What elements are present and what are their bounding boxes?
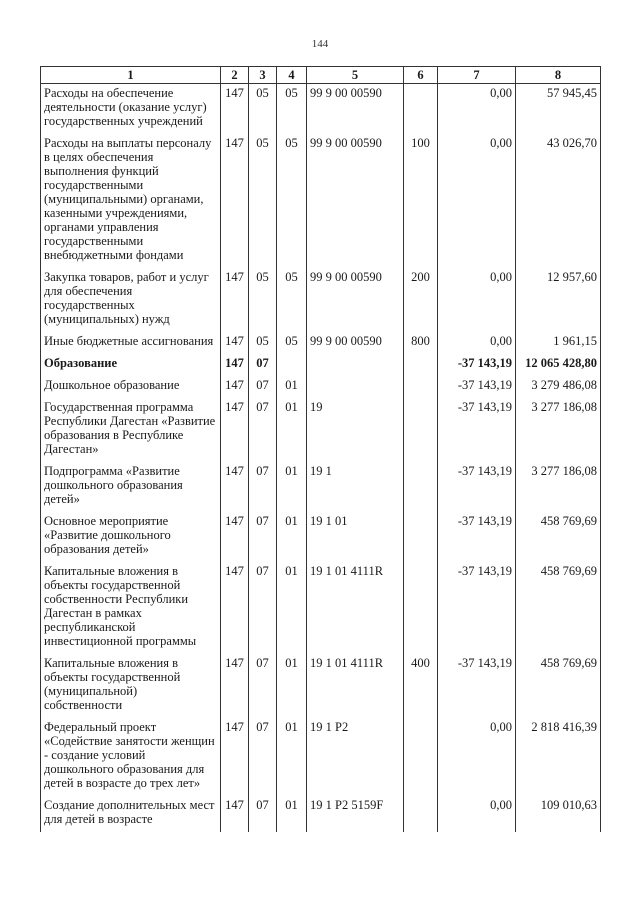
row-total-amount: 458 769,69 (516, 654, 601, 718)
row-code-admin: 147 (221, 796, 249, 832)
row-code-section: 07 (249, 718, 277, 796)
row-total-amount: 109 010,63 (516, 796, 601, 832)
row-name: Образование (41, 354, 221, 376)
row-code-target (307, 354, 404, 376)
row-code-admin: 147 (221, 332, 249, 354)
row-code-target: 99 9 00 00590 (307, 268, 404, 332)
row-total-amount: 3 277 186,08 (516, 462, 601, 512)
row-change-amount: -37 143,19 (438, 398, 516, 462)
header-row (41, 67, 601, 84)
row-name: Расходы на выплаты персоналу в целях обеспечения выполнения функций государственными (муниципальными) органами, казенными учреждениями, органами управления государственными внебюджетными фондами (41, 134, 221, 268)
row-name: Расходы на обеспечение деятельности (оказание услуг) государственных учреждений (41, 84, 221, 135)
row-change-amount: 0,00 (438, 796, 516, 832)
header-col-3: 3 (249, 67, 277, 84)
table-row (41, 562, 601, 654)
row-code-section: 05 (249, 268, 277, 332)
table-row (41, 796, 601, 832)
row-code-section: 07 (249, 562, 277, 654)
row-code-subsection (277, 354, 307, 376)
row-name: Подпрограмма «Развитие дошкольного образования детей» (41, 462, 221, 512)
header-col-4: 4 (277, 67, 307, 84)
row-code-admin: 147 (221, 268, 249, 332)
row-name: Закупка товаров, работ и услуг для обеспечения государственных (муниципальных) нужд (41, 268, 221, 332)
row-code-section: 05 (249, 134, 277, 268)
row-code-target: 19 1 P2 (307, 718, 404, 796)
row-code-expense-type (404, 84, 438, 135)
row-code-subsection: 01 (277, 718, 307, 796)
row-code-subsection: 01 (277, 654, 307, 718)
header-col-1: 1 (41, 67, 221, 84)
row-code-expense-type (404, 562, 438, 654)
budget-table (40, 66, 601, 832)
row-total-amount: 458 769,69 (516, 562, 601, 654)
row-name: Создание дополнительных мест для детей в возрасте (41, 796, 221, 832)
row-code-subsection: 01 (277, 562, 307, 654)
row-change-amount: -37 143,19 (438, 512, 516, 562)
row-change-amount: 0,00 (438, 332, 516, 354)
table-row (41, 718, 601, 796)
row-total-amount: 12 957,60 (516, 268, 601, 332)
row-change-amount: -37 143,19 (438, 562, 516, 654)
row-code-expense-type: 800 (404, 332, 438, 354)
row-code-admin: 147 (221, 84, 249, 135)
row-change-amount: 0,00 (438, 134, 516, 268)
header-col-2: 2 (221, 67, 249, 84)
row-code-section: 07 (249, 354, 277, 376)
row-code-target: 19 1 (307, 462, 404, 512)
row-code-subsection: 01 (277, 512, 307, 562)
table-row (41, 134, 601, 268)
row-code-section: 05 (249, 84, 277, 135)
row-code-admin: 147 (221, 512, 249, 562)
row-code-target: 19 1 01 4111R (307, 654, 404, 718)
row-total-amount: 2 818 416,39 (516, 718, 601, 796)
row-code-expense-type (404, 354, 438, 376)
row-code-admin: 147 (221, 376, 249, 398)
row-code-target: 99 9 00 00590 (307, 332, 404, 354)
row-code-subsection: 05 (277, 268, 307, 332)
row-total-amount: 1 961,15 (516, 332, 601, 354)
table-row (41, 354, 601, 376)
table-row (41, 512, 601, 562)
row-code-section: 07 (249, 462, 277, 512)
header-col-5: 5 (307, 67, 404, 84)
row-total-amount: 3 279 486,08 (516, 376, 601, 398)
row-code-target: 19 1 01 4111R (307, 562, 404, 654)
row-code-admin: 147 (221, 462, 249, 512)
row-code-expense-type (404, 512, 438, 562)
header-col-7: 7 (438, 67, 516, 84)
row-name: Капитальные вложения в объекты государственной собственности Республики Дагестан в рамках республиканской инвестиционной программы (41, 562, 221, 654)
row-change-amount: -37 143,19 (438, 462, 516, 512)
row-change-amount: 0,00 (438, 84, 516, 135)
table-row (41, 376, 601, 398)
row-code-expense-type: 400 (404, 654, 438, 718)
row-total-amount: 3 277 186,08 (516, 398, 601, 462)
row-code-section: 07 (249, 398, 277, 462)
row-code-section: 07 (249, 376, 277, 398)
row-name: Капитальные вложения в объекты государственной (муниципальной) собственности (41, 654, 221, 718)
row-code-target: 99 9 00 00590 (307, 84, 404, 135)
row-change-amount: 0,00 (438, 718, 516, 796)
row-name: Основное мероприятие «Развитие дошкольного образования детей» (41, 512, 221, 562)
row-code-subsection: 01 (277, 796, 307, 832)
row-code-admin: 147 (221, 654, 249, 718)
row-code-expense-type (404, 398, 438, 462)
row-code-admin: 147 (221, 718, 249, 796)
row-total-amount: 458 769,69 (516, 512, 601, 562)
row-code-subsection: 05 (277, 332, 307, 354)
row-code-subsection: 01 (277, 398, 307, 462)
row-code-section: 07 (249, 512, 277, 562)
table-row (41, 398, 601, 462)
row-code-admin: 147 (221, 398, 249, 462)
row-code-expense-type: 100 (404, 134, 438, 268)
row-total-amount: 12 065 428,80 (516, 354, 601, 376)
row-code-expense-type (404, 796, 438, 832)
row-code-target: 19 1 P2 5159F (307, 796, 404, 832)
row-change-amount: 0,00 (438, 268, 516, 332)
row-name: Государственная программа Республики Дагестан «Развитие образования в Республике Дагестан» (41, 398, 221, 462)
row-code-target: 19 (307, 398, 404, 462)
header-col-6: 6 (404, 67, 438, 84)
row-code-expense-type (404, 376, 438, 398)
row-code-target (307, 376, 404, 398)
page-number: 144 (311, 38, 329, 50)
row-total-amount: 57 945,45 (516, 84, 601, 135)
row-code-admin: 147 (221, 562, 249, 654)
row-code-expense-type (404, 718, 438, 796)
table-row (41, 268, 601, 332)
row-total-amount: 43 026,70 (516, 134, 601, 268)
row-code-expense-type (404, 462, 438, 512)
table-row (41, 462, 601, 512)
row-code-section: 05 (249, 332, 277, 354)
row-code-section: 07 (249, 796, 277, 832)
row-code-target: 99 9 00 00590 (307, 134, 404, 268)
row-code-target: 19 1 01 (307, 512, 404, 562)
row-code-admin: 147 (221, 134, 249, 268)
row-change-amount: -37 143,19 (438, 654, 516, 718)
table-row (41, 84, 601, 135)
row-code-subsection: 05 (277, 134, 307, 268)
table-row (41, 654, 601, 718)
row-name: Иные бюджетные ассигнования (41, 332, 221, 354)
row-change-amount: -37 143,19 (438, 376, 516, 398)
table-row (41, 332, 601, 354)
row-code-subsection: 01 (277, 462, 307, 512)
row-code-section: 07 (249, 654, 277, 718)
row-code-expense-type: 200 (404, 268, 438, 332)
row-code-subsection: 05 (277, 84, 307, 135)
row-change-amount: -37 143,19 (438, 354, 516, 376)
row-code-admin: 147 (221, 354, 249, 376)
row-name: Федеральный проект «Содействие занятости женщин - создание условий дошкольного образования для детей в возрасте до трех лет» (41, 718, 221, 796)
row-name: Дошкольное образование (41, 376, 221, 398)
row-code-subsection: 01 (277, 376, 307, 398)
header-col-8: 8 (516, 67, 601, 84)
